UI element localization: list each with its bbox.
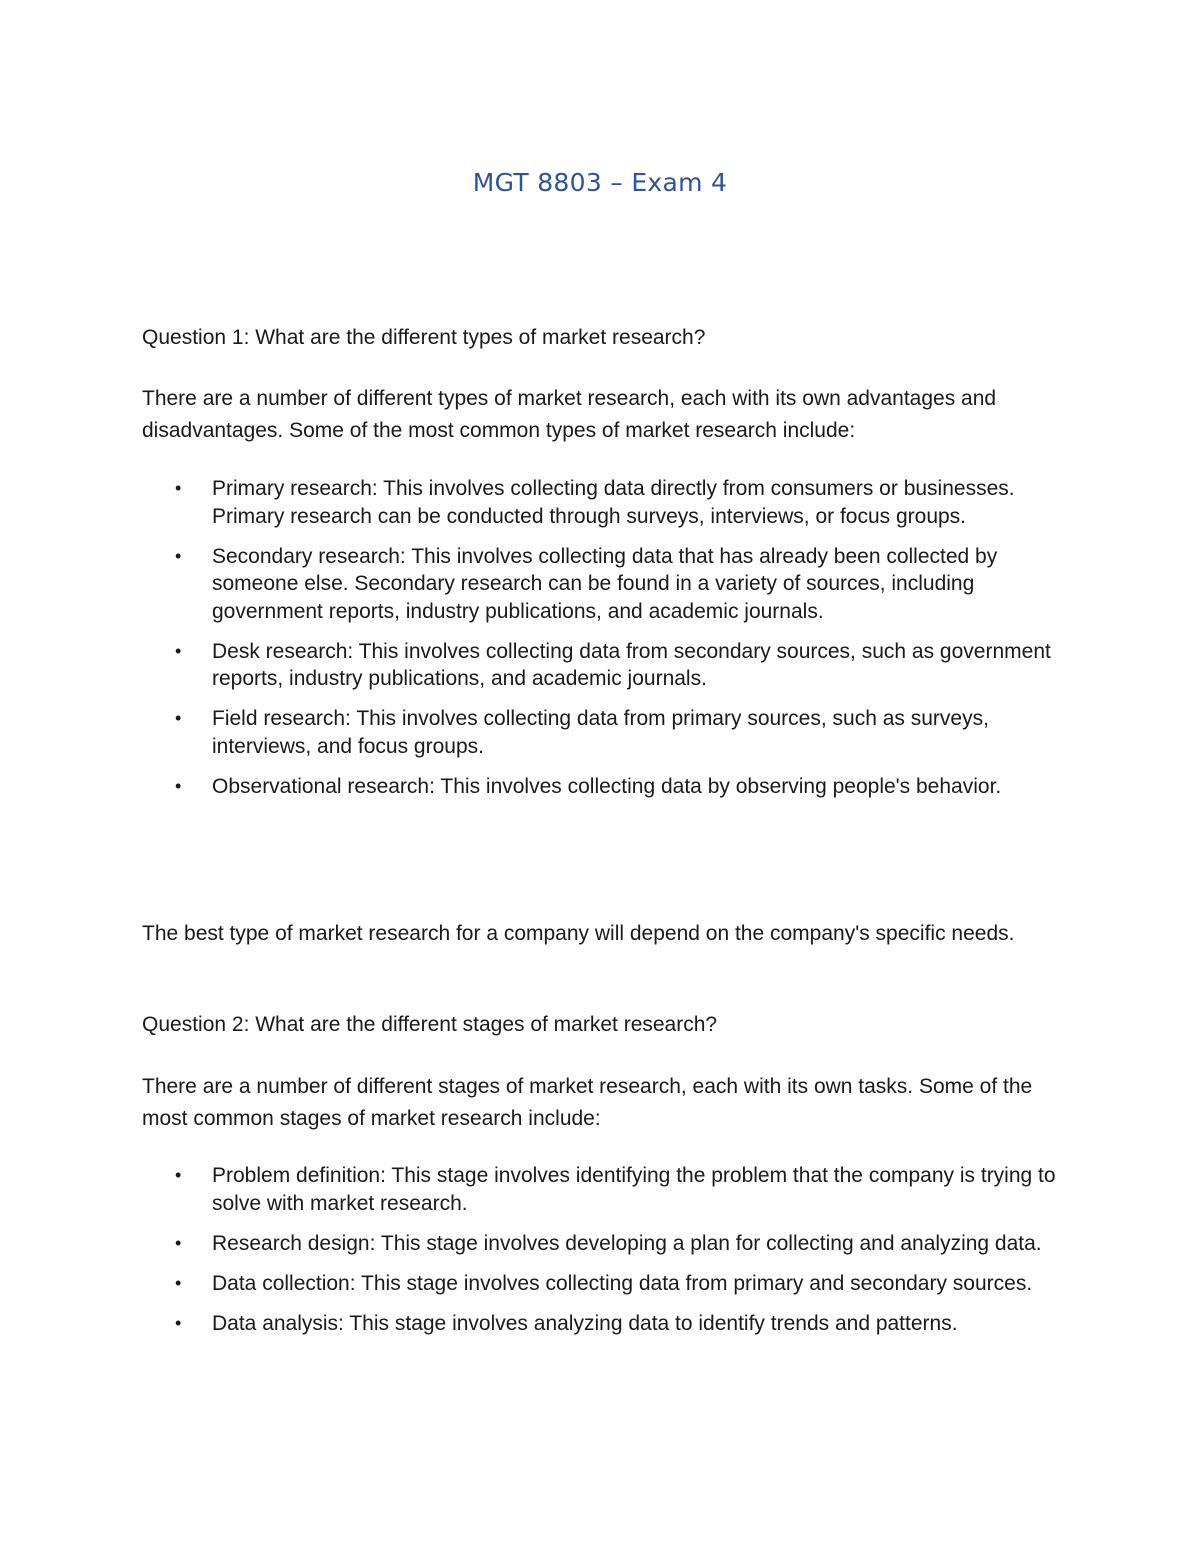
question-1-heading: Question 1: What are the different types of market research? [142, 326, 706, 349]
bullet-icon: • [175, 478, 182, 498]
bullet-icon: • [175, 545, 182, 566]
list-item-text: Data analysis: This stage involves analyzing data to identify trends and patterns. [212, 1311, 958, 1335]
bullet-icon: • [175, 1272, 182, 1293]
list-item [142, 705, 1062, 760]
bullet-icon: • [175, 640, 182, 661]
list-item-text: Field research: This involves collecting data from primary sources, such as surveys, interviews, and focus groups. [212, 707, 989, 758]
list-item [142, 638, 1062, 693]
question-2-heading: Question 2: What are the different stages of market research? [142, 1013, 718, 1036]
list-item-text: Desk research: This involves collecting data from secondary sources, such as government reports, industry publications, and academic journals. [212, 639, 1051, 690]
list-item [142, 1162, 1062, 1217]
list-item [142, 773, 1062, 801]
bullet-icon: • [175, 708, 182, 728]
question-2-intro: There are a number of different stages of market research, each with its own tasks. Some of the most common stages of market research include: [142, 1075, 1033, 1130]
list-item [142, 475, 1062, 530]
list-item-text: Secondary research: This involves collecting data that has already been collected by someone else. Secondary research can be found in a variety of sources, including government reports, industry publications, and academic journals. [212, 544, 998, 623]
list-item [142, 1270, 1062, 1298]
bullet-icon: • [175, 1232, 182, 1253]
list-item [142, 1230, 1062, 1258]
bullet-icon: • [175, 1312, 182, 1333]
bullet-icon: • [175, 775, 182, 796]
list-item-text: Problem definition: This stage involves identifying the problem that the company is trying to solve with market research. [212, 1164, 1056, 1215]
bullet-icon: • [175, 1165, 182, 1185]
document-title: MGT 8803 – Exam 4 [472, 168, 728, 197]
question-1-conclusion: The best type of market research for a company will depend on the company's specific needs. [142, 922, 1015, 945]
question-1-list [142, 475, 1062, 813]
list-item [142, 1310, 1062, 1338]
list-item-text: Primary research: This involves collecting data directly from consumers or businesses. Primary research can be conducted through surveys, interviews, or focus groups. [212, 477, 1015, 528]
list-item-text: Data collection: This stage involves collecting data from primary and secondary sources. [212, 1271, 1033, 1295]
question-2-list [142, 1162, 1062, 1350]
question-1-intro: There are a number of different types of market research, each with its own advantages and disadvantages. Some of the most common types of market research include: [142, 387, 997, 442]
list-item-text: Research design: This stage involves developing a plan for collecting and analyzing data. [212, 1231, 1042, 1255]
list-item [142, 543, 1062, 626]
list-item-text: Observational research: This involves collecting data by observing people's behavior. [212, 774, 1002, 798]
